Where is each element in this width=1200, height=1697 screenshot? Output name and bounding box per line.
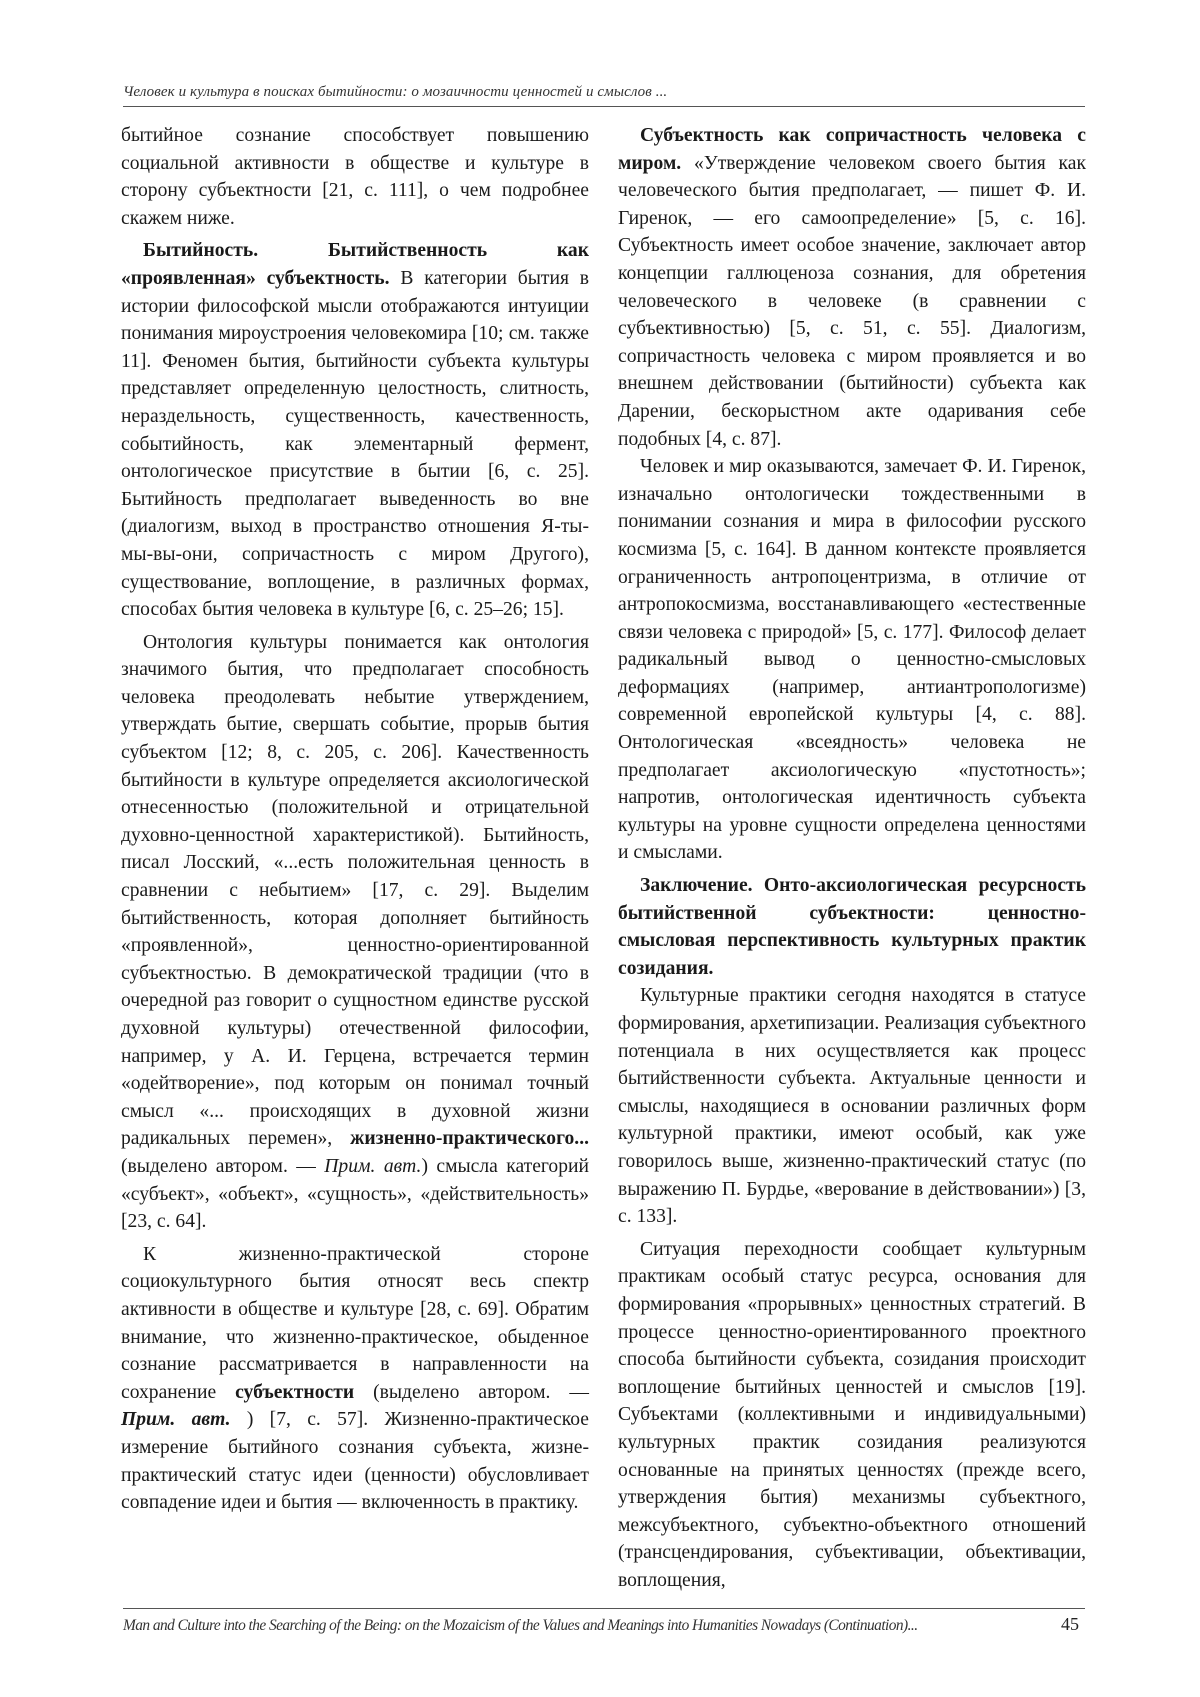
left-column [121, 122, 589, 1517]
section-heading: Субъектность как сопричастность человека с миром. [618, 125, 1086, 174]
paragraph: бытийное сознание способствует повышению социальной активности в обществе и культуре в сторону субъектности [21, с. 111], о чем подробнее скажем ниже. [121, 125, 589, 229]
conclusion-heading: Заключение. Онто-аксиологическая ресурсность бытийственной субъектности: ценностно-смысловая перспективность культурных практик созидания. [618, 875, 1086, 979]
header-divider [123, 106, 1085, 107]
paragraph-text: К жизненно-практической стороне социокультурного бытия относят весь спектр активности в обществе и культуре [28, с. 69]. Обратим внимание, что жизненно-практическое, обыденное сознание рассматривается в направленности на сохранение [121, 1243, 589, 1403]
paragraph-text: Онтология культуры понимается как онтология значимого бытия, что предполагает способность человека преодолевать небытие утверждением, утверждать бытие, свершать событие, прорыв бытия субъектом [12; 8, с. 205, с. 206]. Качественность бытийности в культуре определяется аксиологической отнесенностью (положительной и отрицательной духовно-ценностной характеристикой). Бытийность, писал Лосский, «...есть положительная ценность в сравнении с небытием» [17, с. 29]. Выделим бытийственность, которая дополняет бытийность «проявленной», ценностно-ориентированной субъектностью. В демократической традиции (что в очередной раз говорит о сущностном единстве русской духовной культуры) отечественной философии, например, у А. И. Герцена, встречается термин «одейтворение», под которым он понимал точный смысл «... происходящих в духовной жизни радикальных перемен», [121, 631, 589, 1150]
paragraph: Человек и мир оказываются, замечает Ф. И. Гиренок, изначально онтологически тождественными в понимании сознания и мира в философии русского космизма [5, с. 164]. В данном контексте проявляется ограниченность антропоцентризма, в отличие от антропокосмизма, восстанавливающего «естественные связи человека с природой» [5, с. 177]. Философ делает радикальный вывод о ценностно-смысловых деформациях (например, антиантропологизме) современной европейской культуры [4, с. 88]. Онтологическая «всеядность» человека не предполагает аксиологическую «пустотность»; напротив, онтологическая идентичность субъекта культуры на уровне сущности определена ценностями и смыслами. [618, 456, 1086, 864]
paragraph: Ситуация переходности сообщает культурным практикам особый статус ресурса, основания для формирования «прорывных» ценностных стратегий. В процессе ценностно-ориентированного проектного способа бытийности субъекта, созидания происходит воплощение бытийных ценностей и смыслов [19]. Субъектами (коллективными и индивидуальными) культурных практик созидания реализуются основанные на принятых ценностях (прежде всего, утверждения бытия) механизмы субъектного, межсубъектного, субъектно-объектного отношений (трансцендирования, субъективации, объективации, воплощения, [618, 1238, 1086, 1591]
paragraph-text: ) смысла категорий «субъект», «объект», «сущность», «действительность» [23, с. 64]. [121, 1155, 590, 1233]
running-footer: Man and Culture into the Searching of the Being: on the Mozaicism of the Values and Meanings into Humanities Nowadays (Continuation)... [123, 1617, 918, 1634]
paragraph [121, 1241, 589, 1517]
paragraph-text: (выделено автором. — [354, 1381, 589, 1403]
right-column [618, 122, 1086, 1594]
footer-divider [123, 1608, 1085, 1609]
italic-note: Прим. авт. [324, 1155, 422, 1177]
bold-emphasis: жизненно-практического... [350, 1128, 589, 1150]
paragraph-text: (выделено автором. — [121, 1155, 325, 1177]
paragraph-text: «Утверждение человеком своего бытия как человеческого бытия предполагает, — пишет Ф. И. Гиренок, — его самоопределение» [5, с. 16]. Субъектность имеет особое значение, заключает автор концепции галлюценоза сознания, для обретения человеческого в человеке (в сравнении с субъективностью) [5, с. 51, с. 55]. Диалогизм, сопричастность человека с миром проявляется и во внешнем действовании (бытийности) субъекта как Дарении, бескорыстном акте одаривания себе подобных [4, с. 87]. [618, 152, 1086, 450]
running-header: Человек и культура в поисках бытийности: о мозаичности ценностей и смыслов ... [123, 84, 668, 100]
paragraph [121, 237, 589, 623]
bold-emphasis: субъектности [235, 1381, 355, 1403]
paragraph-text: В категории бытия в истории философской мысли отображаются интуиции понимания мироустроения человекомира [10; см. также 11]. Феномен бытия, бытийности субъекта культуры представляет определенную целостность, слитность, нераздельность, существенность, качественность, событийность, как элементарный фермент, онтологическое присутствие в бытии [6, с. 25]. Бытийность предполагает выведенность во вне (диалогизм, выход в пространство отношения Я-ты-мы-вы-они, сопричастность с миром Другого), существование, воплощение, в различных формах, способах бытия человека в культуре [6, с. 25–26; 15]. [121, 267, 589, 621]
paragraph-text: ) [7, с. 57]. Жизненно-практическое измерение бытийного сознания субъекта, жизне-практический статус идеи (ценности) обусловливает совпадение идеи и бытия — включенность в практику. [121, 1409, 589, 1514]
section-heading: Бытийность. Бытийственность как «проявленная» субъектность. [121, 240, 589, 289]
paragraph: Культурные практики сегодня находятся в статусе формирования, архетипизации. Реализация субъектного потенциала в них осуществляется как процесс бытийственности субъекта. Актуальные ценности и смыслы, находящиеся в основании различных форм культурной практики, имеют особый, как уже говорилось выше, жизненно-практический статус (по выражению П. Бурдье, «верование в действовании») [3, с. 133]. [618, 985, 1086, 1228]
paragraph [618, 122, 1086, 453]
page-number: 45 [1061, 1614, 1079, 1634]
bold-italic-note: Прим. авт. [121, 1409, 231, 1431]
paragraph [121, 629, 589, 1236]
